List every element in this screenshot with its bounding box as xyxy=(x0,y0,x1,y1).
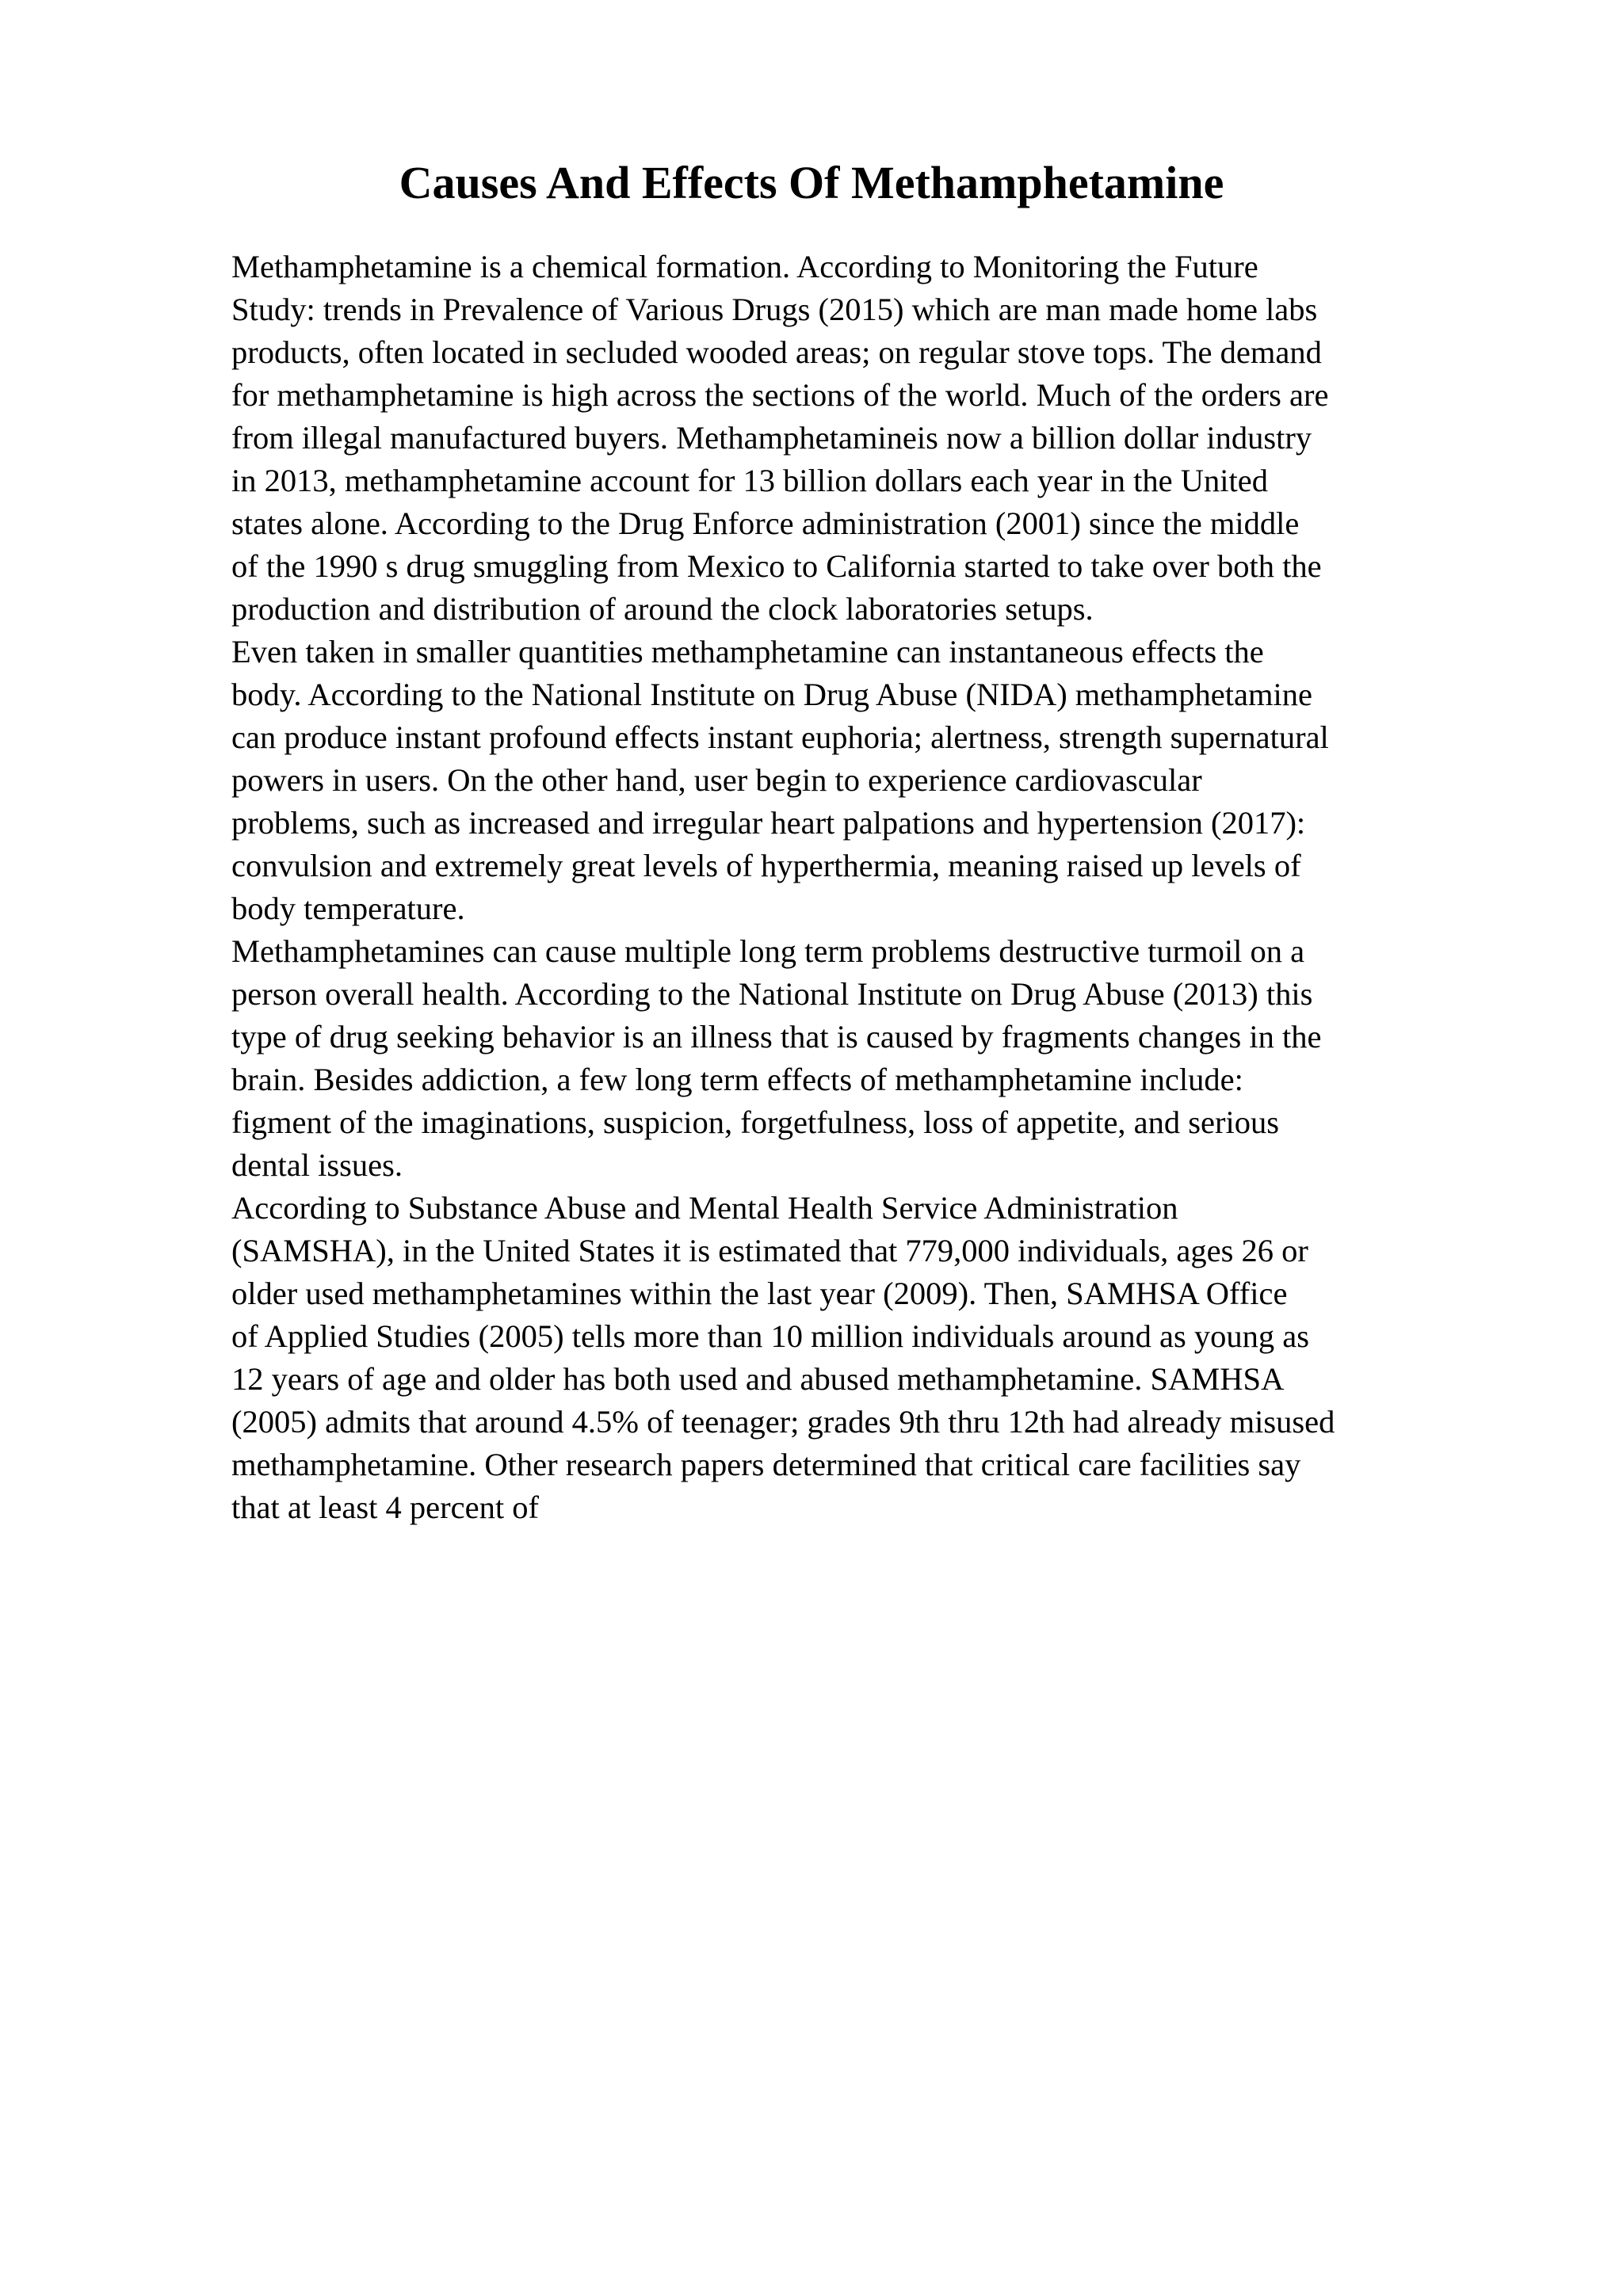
body-line: older used methamphetamines within the last year (2009). Then, SAMHSA Office xyxy=(231,1276,1288,1311)
body-line: dental issues. xyxy=(231,1147,403,1183)
body-line: problems, such as increased and irregular heart palpations and hypertension (2017): xyxy=(231,805,1306,841)
body-line: 12 years of age and older has both used and abused methamphetamine. SAMHSA xyxy=(231,1361,1285,1397)
body-line: Even taken in smaller quantities methamphetamine can instantaneous effects the xyxy=(231,634,1264,669)
body-line: Study: trends in Prevalence of Various Drugs (2015) which are man made home labs xyxy=(231,292,1318,327)
body-line: of Applied Studies (2005) tells more than 10 million individuals around as young as xyxy=(231,1318,1309,1354)
body-line: powers in users. On the other hand, user begin to experience cardiovascular xyxy=(231,762,1202,798)
body-line: in 2013, methamphetamine account for 13 billion dollars each year in the United xyxy=(231,463,1268,498)
body-line: person overall health. According to the National Institute on Drug Abuse (2013) this xyxy=(231,976,1313,1012)
body-line: According to Substance Abuse and Mental Health Service Administration xyxy=(231,1190,1178,1226)
body-line: Methamphetamines can cause multiple long term problems destructive turmoil on a xyxy=(231,933,1305,969)
body-line: production and distribution of around the clock laboratories setups. xyxy=(231,591,1094,627)
body-line: from illegal manufactured buyers. Methamphetamineis now a billion dollar industry xyxy=(231,420,1312,456)
body-line: (2005) admits that around 4.5% of teenager; grades 9th thru 12th had already misused xyxy=(231,1404,1335,1440)
body-line: of the 1990 s drug smuggling from Mexico to California started to take over both the xyxy=(231,548,1322,584)
body-line: convulsion and extremely great levels of hyperthermia, meaning raised up levels of xyxy=(231,848,1301,883)
body-line: for methamphetamine is high across the sections of the world. Much of the orders are xyxy=(231,377,1329,413)
document-title: Causes And Effects Of Methamphetamine xyxy=(399,157,1224,208)
body-line: (SAMSHA), in the United States it is estimated that 779,000 individuals, ages 26 or xyxy=(231,1233,1308,1268)
body-line: type of drug seeking behavior is an illness that is caused by fragments changes in the xyxy=(231,1019,1322,1055)
body-line: can produce instant profound effects instant euphoria; alertness, strength supernatural xyxy=(231,719,1329,755)
body-line: body. According to the National Institute on Drug Abuse (NIDA) methamphetamine xyxy=(231,677,1312,712)
body-line: brain. Besides addiction, a few long term effects of methamphetamine include: xyxy=(231,1062,1243,1097)
body-line: products, often located in secluded wooded areas; on regular stove tops. The demand xyxy=(231,334,1322,370)
document-body xyxy=(231,246,1531,1529)
body-line: states alone. According to the Drug Enforce administration (2001) since the middle xyxy=(231,505,1300,541)
body-line: Methamphetamine is a chemical formation. According to Monitoring the Future xyxy=(231,249,1258,284)
body-line: figment of the imaginations, suspicion, forgetfulness, loss of appetite, and serious xyxy=(231,1104,1280,1140)
body-line: body temperature. xyxy=(231,891,465,926)
body-line: that at least 4 percent of xyxy=(231,1489,539,1525)
body-line: methamphetamine. Other research papers determined that critical care facilities say xyxy=(231,1447,1301,1482)
